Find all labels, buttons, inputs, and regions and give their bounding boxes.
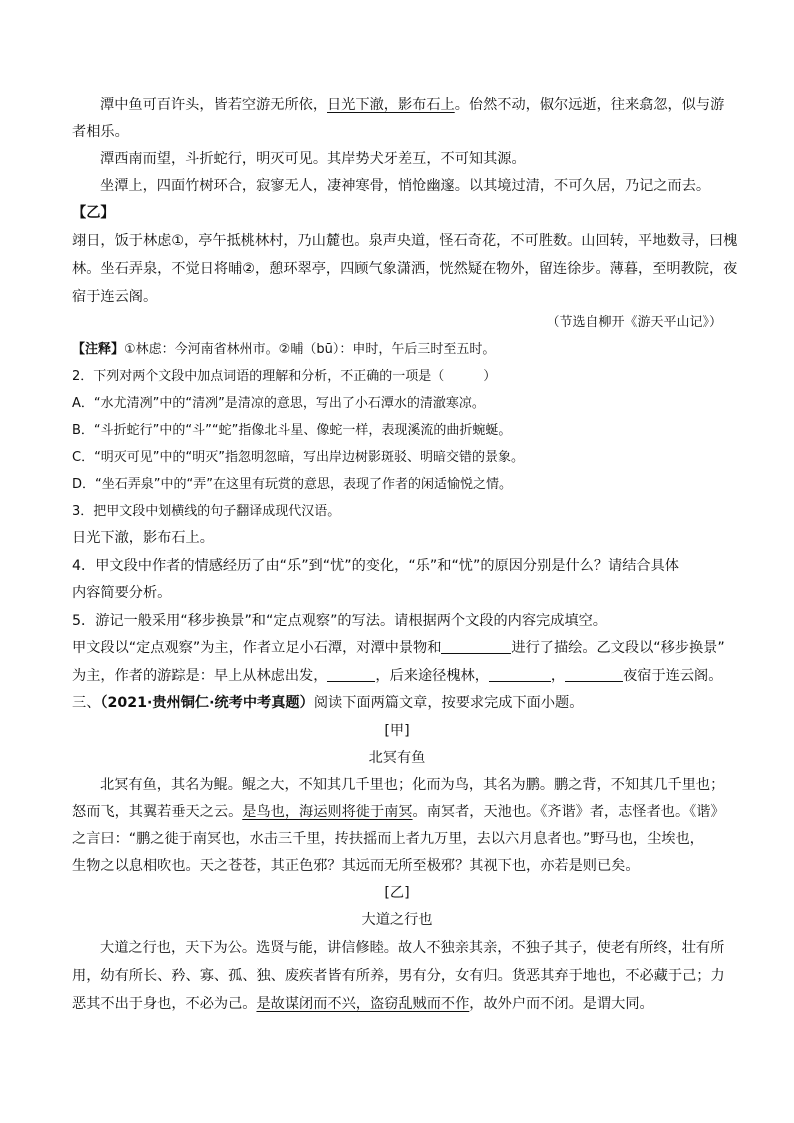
notes-label: 【注释】 [72, 342, 125, 357]
text: 。南冥者，天池也。《齐谐》者，志怪者也。《谐》 [412, 804, 725, 820]
passage-a-paragraph-1-line-1 [100, 95, 725, 115]
text: ， [550, 668, 566, 684]
underlined-sentence: 是故谋闭而不兴，盗窃乱贼而不作 [256, 996, 470, 1012]
question-2: 2．下列对两个文段中加点词语的理解和分析，不正确的一项是（ ） [72, 369, 497, 384]
section-instruction: 阅读下面两篇文章，按要求完成下面小题。 [313, 695, 584, 711]
notes-text: ①林虑：今河南省林州市。②晡（bū）：申时，午后三时至五时。 [124, 342, 496, 357]
answer-blank-4[interactable] [565, 667, 623, 682]
question-5-fill-line-2 [72, 666, 722, 686]
question-4-line-1: 4．甲文段中作者的情感经历了由“乐”到“忧”的变化，“乐”和“忧”的原因分别是什么？请结合具体 [72, 558, 679, 574]
text: 为主，作者的游踪是：早上从林虑出发， [72, 668, 328, 684]
text: ，故外户而不闭。是谓大同。 [469, 996, 654, 1012]
passage-yi-title: 大道之行也 [361, 912, 433, 928]
question-2-option-b: B．“斗折蛇行”中的“斗”“蛇”指像北斗星、像蛇一样，表现溪流的曲折蜿蜒。 [72, 423, 512, 438]
passage-jia-label: [甲] [384, 723, 410, 739]
text: 潭中鱼可百许头，皆若空游无所依， [100, 97, 328, 113]
passage-b-source: （节选自柳开《游天平山记》） [546, 315, 722, 330]
answer-blank-3[interactable] [489, 667, 551, 682]
section-3-heading [72, 693, 722, 713]
question-3-sentence: 日光下澈，影布石上。 [72, 530, 214, 546]
passage-b-line-3: 宿于连云阁。 [72, 289, 158, 305]
text: 恶其不出于身也，不必为己。 [72, 996, 257, 1012]
question-4-line-2: 内容简要分析。 [72, 585, 172, 601]
question-5: 5．游记一般采用“移步换景”和“定点观察”的写法。请根据两个文段的内容完成填空。 [72, 613, 607, 629]
underlined-sentence: 是鸟也，海运则将徙于南冥 [242, 804, 413, 820]
question-2-option-c: C．“明灭可见”中的“明灭”指忽明忽暗，写出岸边树影斑驳、明暗交错的景象。 [72, 450, 525, 465]
passage-yi-line-1: 大道之行也，天下为公。选贤与能，讲信修睦。故人不独亲其亲，不独子其子，使老有所终，壮有所 [100, 940, 725, 956]
text: 。佁然不动，俶尔远逝，往来翕忽，似与游 [454, 97, 725, 113]
question-3: 3．把甲文段中划横线的句子翻译成现代汉语。 [72, 504, 341, 519]
passage-a-paragraph-2: 潭西南而望，斗折蛇行，明灭可见。其岸势犬牙差互，不可知其源。 [100, 151, 526, 167]
text: 夜宿于连云阁。 [623, 668, 723, 684]
section-number: 三、 [72, 695, 101, 711]
passage-b-line-2: 林。坐石弄泉，不觉日将晡②，憩环翠亭，四顾气象潇洒，恍然疑在物外，留连徐步。薄暮，至明教院，夜 [72, 261, 738, 277]
answer-blank-1[interactable] [441, 639, 511, 654]
passage-jia-line-2 [72, 802, 725, 822]
passage-b-header: 【乙】 [72, 205, 115, 221]
text: 怒而飞，其翼若垂天之云。 [72, 804, 243, 820]
passage-jia-line-1: 北冥有鱼，其名为鲲。鲲之大，不知其几千里也；化而为鸟，其名为鹏。鹏之背，不知其几千里也； [100, 777, 725, 793]
text: 甲文段以“定点观察”为主，作者立足小石潭，对潭中景物和 [72, 640, 442, 656]
passage-yi-line-2: 用，幼有所长、矜、寡、孤、独、废疾者皆有所养，男有分，女有归。货恶其弃于地也，不必藏于己；力 [72, 968, 725, 984]
passage-b-line-1: 翊日，饭于林虑①，亭午抵桃林村，乃山麓也。泉声央道，怪石奇花，不可胜数。山回转，平地数寻，曰槐 [72, 233, 738, 249]
section-source: （2021·贵州铜仁·统考中考真题） [100, 695, 314, 711]
text: 进行了描绘。乙文段以“移步换景” [511, 640, 725, 656]
passage-b-notes [72, 340, 722, 360]
passage-jia-title: 北冥有鱼 [368, 750, 426, 766]
text: ，后来途径槐林， [375, 668, 489, 684]
passage-yi-line-3 [72, 994, 722, 1014]
passage-yi-label: [乙] [384, 885, 410, 901]
passage-jia-line-4: 生物之以息相吹也。天之苍苍，其正色邪？其远而无所至极邪？其视下也，亦若是则已矣。 [72, 858, 640, 874]
answer-blank-2[interactable] [327, 667, 375, 682]
underlined-sentence: 日光下澈，影布石上 [327, 97, 455, 113]
passage-a-paragraph-1-line-2: 者相乐。 [72, 124, 129, 140]
question-5-fill-line-1 [72, 638, 725, 658]
passage-jia-line-3: 之言曰：“鹏之徙于南冥也，水击三千里，抟扶摇而上者九万里，去以六月息者也。”野马也，尘埃也， [72, 831, 704, 847]
passage-a-paragraph-3: 坐潭上，四面竹树环合，寂寥无人，凄神寒骨，悄怆幽邃。以其境过清，不可久居，乃记之而去。 [100, 178, 711, 194]
question-2-option-a: A．“水尤清冽”中的“清冽”是清凉的意思，写出了小石潭水的清澈寒凉。 [72, 396, 485, 411]
question-2-option-d: D．“坐石弄泉”中的“弄”在这里有玩赏的意思，表现了作者的闲适愉悦之情。 [72, 477, 512, 492]
